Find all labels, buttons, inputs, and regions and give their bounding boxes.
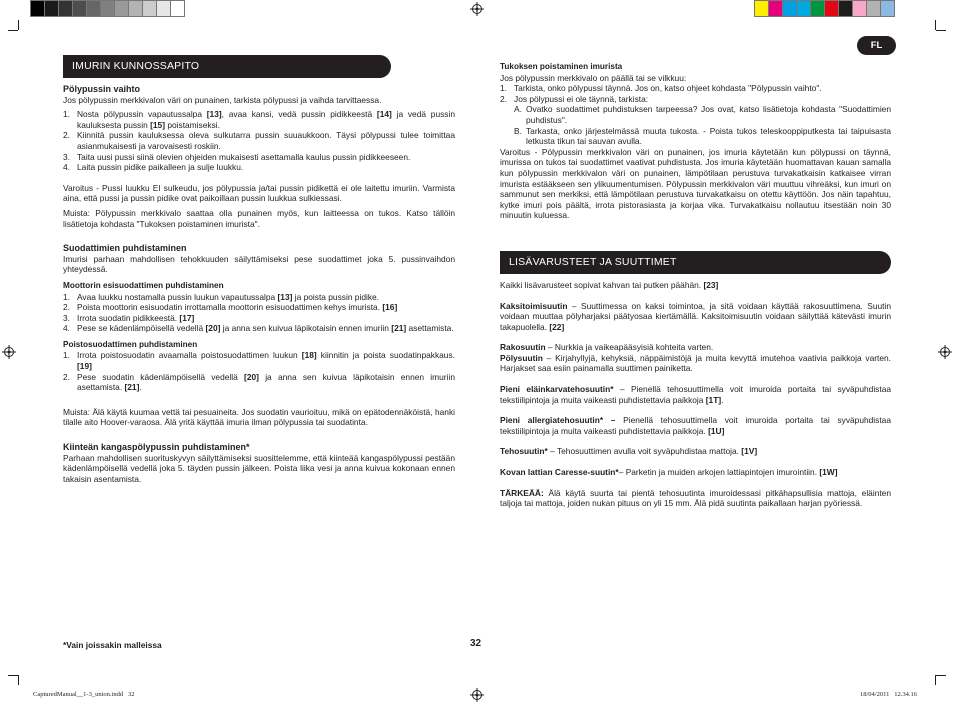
gray-swatch bbox=[156, 0, 171, 17]
section-heading-accessories: LISÄVARUSTEET JA SUUTTIMET bbox=[500, 251, 891, 274]
filters-intro: Imurisi parhaan mahdollisen tehokkuuden säilyttämiseksi pese suodattimet joka 5. pussinvaihdon yhteydessä. bbox=[63, 253, 455, 275]
accessory-item: Kovan lattian Caresse-suutin*– Parketin ja muiden arkojen lattiapintojen imurointiin. [1W] bbox=[500, 467, 838, 478]
fabric-bag-title: Kiinteän kangaspölypussin puhdistaminen* bbox=[63, 442, 250, 453]
gray-swatch bbox=[114, 0, 129, 17]
color-swatch bbox=[866, 0, 881, 17]
bag-change-intro: Jos pölypussin merkkivalon väri on punainen, tarkista pölypussi ja vaihda tarvittaessa. bbox=[63, 94, 382, 105]
bag-warning: Varoitus - Pussi luukku EI sulkeudu, jos pölypussia ja/tai pussin pidikettä ei ole laitettu imuriin. Varmista aina, että pussi ja pussin pidike ovat paikoillaan pussin luukkua sulkiessasi. bbox=[63, 182, 455, 204]
list-item: A. Ovatko suodattimet puhdistuksen tarpeessa? Jos ovat, katso lisätietoja kohdasta "Suodattimien puhdistus". bbox=[514, 104, 891, 125]
accessory-item: Rakosuutin – Nurkkia ja vaikeapääsyisiä kohteita varten. Pölysuutin – Kirjahyllyjä, kehyksiä, näppäimistöjä ja muita kevyttä imutehoa vaativia paikkoja varten. Harjakset saa esiin painamalla suuttimen painiketta. bbox=[500, 342, 892, 374]
crop-mark bbox=[8, 675, 18, 676]
color-swatch bbox=[852, 0, 867, 17]
list-item: 1. Avaa luukku nostamalla pussin luukun vapautussalpa [13] ja poista pussin pidike. bbox=[63, 291, 380, 302]
footnote: *Vain joissakin malleissa bbox=[63, 640, 162, 650]
motor-filter-steps bbox=[63, 292, 455, 334]
gray-swatch bbox=[30, 0, 45, 17]
list-item: 4. Laita pussin pidike paikalleen ja sulje luukku. bbox=[63, 162, 244, 173]
accessory-item: Pieni allergiatehosuutin* – Pienellä tehosuuttimella voit imuroida portaita tai syväpuhdistaa tekstiilipintoja ja muita vaikeasti puhdistettavia paikkoja. [1U] bbox=[500, 415, 891, 436]
list-item: 2. Jos pölypussi ei ole täynnä, tarkista: bbox=[500, 93, 649, 104]
color-swatch bbox=[754, 0, 769, 17]
registration-mark-icon bbox=[470, 688, 484, 702]
crop-mark bbox=[18, 20, 19, 30]
blockage-intro: Jos pölypussin merkkivalo on päällä tai se vilkkuu: bbox=[500, 72, 687, 83]
list-item: 3. Irrota suodatin pidikkeestä. [17] bbox=[63, 312, 195, 323]
registration-mark-icon bbox=[938, 345, 952, 359]
language-badge: FL bbox=[857, 36, 896, 55]
section-heading-maintenance: IMURIN KUNNOSSAPITO bbox=[63, 55, 391, 78]
list-item: 3. Taita uusi pussi siinä olevien ohjeiden mukaisesti asettamalla kaulus pussin pidikkeeseen. bbox=[63, 151, 411, 162]
print-date: 18/04/2011 12.34.16 bbox=[860, 691, 917, 698]
list-item: B. Tarkasta, onko järjestelmässä muuta tukosta. - Poista tukos teleskooppiputkesta tai taipuisasta letkusta tikun tai sauvan avulla. bbox=[514, 125, 891, 147]
accessory-item: Pieni eläinkarvatehosuutin* – Pienellä tehosuuttimella voit imuroida portaita tai syväpuhdistaa tekstiilipintoja ja muita vaikeasti puhdistettavia paikkoja [1T]. bbox=[500, 384, 892, 405]
crop-mark bbox=[935, 675, 936, 685]
color-control-strip bbox=[754, 0, 894, 17]
list-item: 4. Pese se kädenlämpöisellä vedellä [20] ja anna sen kuivua läpikotaisin ennen imuriin [21] asettamista. bbox=[63, 323, 454, 334]
exhaust-filter-steps bbox=[63, 350, 455, 392]
blockage-steps bbox=[500, 83, 891, 104]
important-note: TÄRKEÄÄ: Älä käytä suurta tai pientä tehosuutinta imuroidessasi pitkähapsullisia mattoja, eläinten taljoja tai mattoja, joiden nukan pituus on yli 15 mm. Älä pidä suutinta paikallaan harjan pyöriessä. bbox=[500, 487, 891, 509]
gray-swatch bbox=[100, 0, 115, 17]
gray-swatch bbox=[44, 0, 59, 17]
crop-mark bbox=[8, 30, 18, 31]
file-slug: CapturedManual__1-3_union.indd 32 bbox=[33, 691, 135, 698]
gray-swatch bbox=[142, 0, 157, 17]
gray-swatch bbox=[86, 0, 101, 17]
blockage-substeps bbox=[514, 104, 891, 146]
registration-mark-icon bbox=[470, 2, 484, 16]
list-item: 1. Irrota poistosuodatin avaamalla poistosuodattimen luukun [18] kiinnitin ja poista suodatinpakkaus. [19] bbox=[63, 350, 455, 372]
gray-swatch bbox=[58, 0, 73, 17]
color-swatch bbox=[768, 0, 783, 17]
bag-change-steps bbox=[63, 109, 455, 173]
left-column bbox=[63, 55, 455, 484]
crop-mark bbox=[935, 20, 936, 30]
blockage-warning: Varoitus - Pölypussin merkkivalon väri on punainen, jos imuria käytetään kun pölypussi on täynnä, imurissa on tukos tai suodattimet vaativat puhdistusta. Jos imuria käytetään huomattavan kauan samalla kun pölypussin merkkivalon väri on punainen, lämpötilaan perustuva turvakatkaisin katkaisee virran imurista estääkseen sen ylikuumentumisen. Pölypussin merkkivalon väri muuttuu vihreäksi, kun imuri on sammunut sen merkiksi, että lämpötilaan perustuva turvakatkaisu on otettu käyttöön. Jos näin tapahtuu, kytke imuri pois päältä, irrota pistorasiasta ja korjaa vika. Turvakatkaisu nollautuu itsestään noin 30 minuutin kuluessa. bbox=[500, 146, 891, 221]
list-item: 2. Poista moottorin esisuodatin irrottamalla moottorin esisuodattimen kehys imurista. [16] bbox=[63, 302, 398, 313]
gray-swatch bbox=[72, 0, 87, 17]
color-swatch bbox=[824, 0, 839, 17]
filters-title: Suodattimien puhdistaminen bbox=[63, 243, 187, 254]
crop-mark bbox=[936, 30, 946, 31]
gray-swatch bbox=[128, 0, 143, 17]
accessory-item: Tehosuutin* – Tehosuuttimen avulla voit syväpuhdistaa mattoja. [1V] bbox=[500, 446, 758, 457]
crop-mark bbox=[18, 675, 19, 685]
accessory-item: Kaksitoimisuutin – Suuttimessa on kaksi toimintoa, ja sitä voidaan käyttää rakosuuttimena. Suutin voidaan muuttaa pölyharjaksi päätyosaa kiertämällä. Kaksitoimisuutin voidaan säilyttää kätevästi imurin takapuolella. [22] bbox=[500, 300, 891, 332]
right-column bbox=[500, 62, 891, 509]
motor-filter-title: Moottorin esisuodattimen puhdistaminen bbox=[63, 280, 224, 290]
color-swatch bbox=[810, 0, 825, 17]
list-item: 2. Pese suodatin kädenlämpöisellä vedellä [20] ja anna sen kuivua läpikotaisin ennen imuriin asettamista. [21]. bbox=[63, 371, 455, 393]
color-swatch bbox=[796, 0, 811, 17]
grayscale-control-strip bbox=[30, 0, 184, 17]
gray-swatch bbox=[170, 0, 185, 17]
blockage-title: Tukoksen poistaminen imurista bbox=[500, 62, 623, 71]
registration-mark-icon bbox=[2, 345, 16, 359]
crop-mark bbox=[936, 675, 946, 676]
list-item: 2. Kiinnitä pussin kauluksessa oleva sulkutarra pussin suuaukkoon. Täysi pölypussi tulee toimittaa asianmukaisesti ja varovaisesti roskiin. bbox=[63, 130, 455, 151]
color-swatch bbox=[880, 0, 895, 17]
exhaust-filter-title: Poistosuodattimen puhdistaminen bbox=[63, 339, 198, 349]
color-swatch bbox=[838, 0, 853, 17]
bag-change-title: Pölypussin vaihto bbox=[63, 84, 141, 94]
bag-note: Muista: Pölypussin merkkivalo saattaa olla punainen myös, kun laitteessa on tukos. Katso tällöin lisätietoja kohdasta "Tukoksen poistaminen imurista". bbox=[63, 207, 455, 229]
filters-note: Muista: Älä käytä kuumaa vettä tai pesuaineita. Jos suodatin vaurioituu, mikä on epätodennäköistä, hanki tilalle aito Hoover-varaosa. Älä yritä käyttää imuria ilman pölypussia tai suodatinta. bbox=[63, 406, 455, 428]
color-swatch bbox=[782, 0, 797, 17]
list-item: 1. Nosta pölypussin vapautussalpa [13], avaa kansi, vedä pussin pidikkeestä [14] ja vedä pussin kauluksesta pussin [15] poistamiseksi. bbox=[63, 109, 455, 130]
accessories-intro: Kaikki lisävarusteet sopivat kahvan tai putken päähän. [23] bbox=[500, 279, 719, 290]
list-item: 1. Tarkista, onko pölypussi täynnä. Jos on, katso ohjeet kohdasta "Pölypussin vaihto". bbox=[500, 83, 822, 94]
fabric-bag-text: Parhaan mahdollisen suorituskyvyn säilyttämiseksi suosittelemme, että kiinteää kangaspölypussi pestään kädenlämpöisellä vedellä joka 5. täyden pussin jälkeen. Poista liika vesi ja anna kuivua kokonaan ennen takaisin asentamista. bbox=[63, 452, 455, 484]
page-number: 32 bbox=[470, 638, 482, 649]
